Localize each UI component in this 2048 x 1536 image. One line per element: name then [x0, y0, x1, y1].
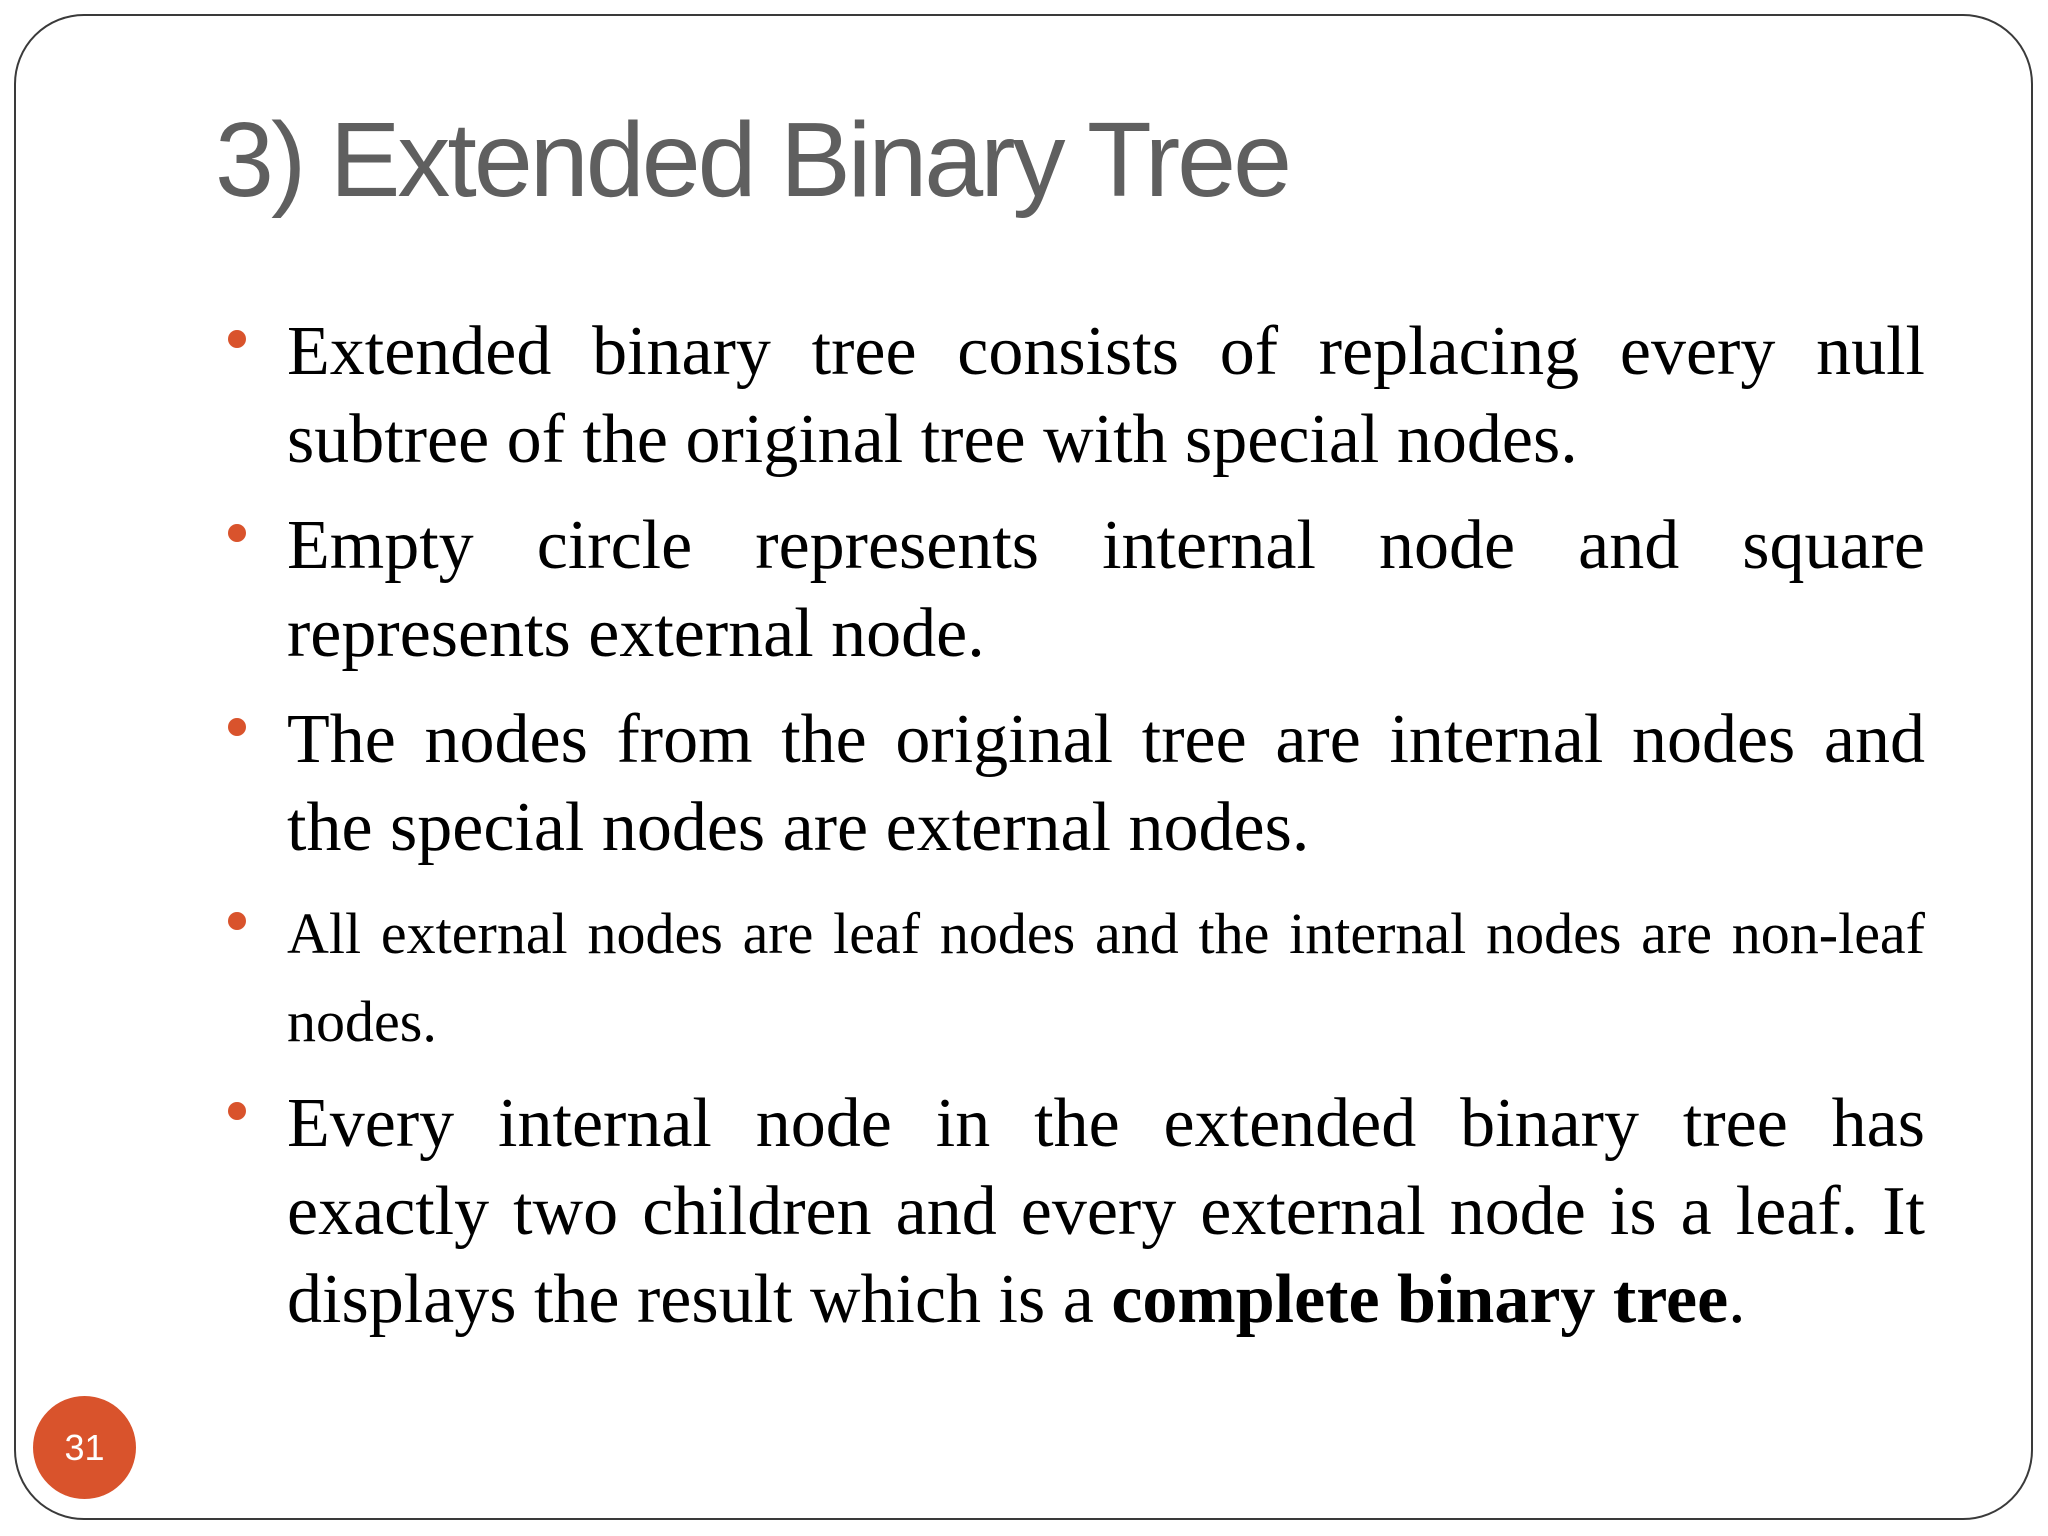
bullet-item-3 — [228, 696, 1925, 872]
bullet-dot-icon — [228, 912, 246, 930]
bullet-text-after: . — [1728, 1261, 1746, 1338]
page-number: 31 — [64, 1426, 105, 1468]
bullet-text: Extended binary tree consists of replacing every null subtree of the original tree with special nodes. — [287, 313, 1925, 478]
bullet-item-5 — [228, 1080, 1925, 1344]
page-number-badge — [33, 1396, 136, 1499]
bullet-dot-icon — [228, 524, 246, 542]
bullet-text: Empty circle represents internal node and square represents external node. — [287, 507, 1925, 672]
bullet-text: The nodes from the original tree are internal nodes and the special nodes are external nodes. — [287, 701, 1925, 866]
bullet-item-2 — [228, 502, 1925, 678]
bullet-dot-icon — [228, 718, 246, 736]
bullet-text: All external nodes are leaf nodes and the internal nodes are non-leaf nodes. — [287, 901, 1925, 1054]
bullet-item-1 — [228, 308, 1925, 484]
bullet-bold-text: complete binary tree — [1111, 1261, 1729, 1338]
bullet-item-4 — [228, 890, 1925, 1066]
slide-title: 3) Extended Binary Tree — [215, 101, 1290, 219]
bullet-text-before: Every internal node in the extended binary tree has exactly two children and every external node is a leaf. It displays the result which is a — [287, 1085, 1925, 1338]
bullet-dot-icon — [228, 330, 246, 348]
bullet-list — [228, 308, 1925, 1362]
bullet-dot-icon — [228, 1102, 246, 1120]
